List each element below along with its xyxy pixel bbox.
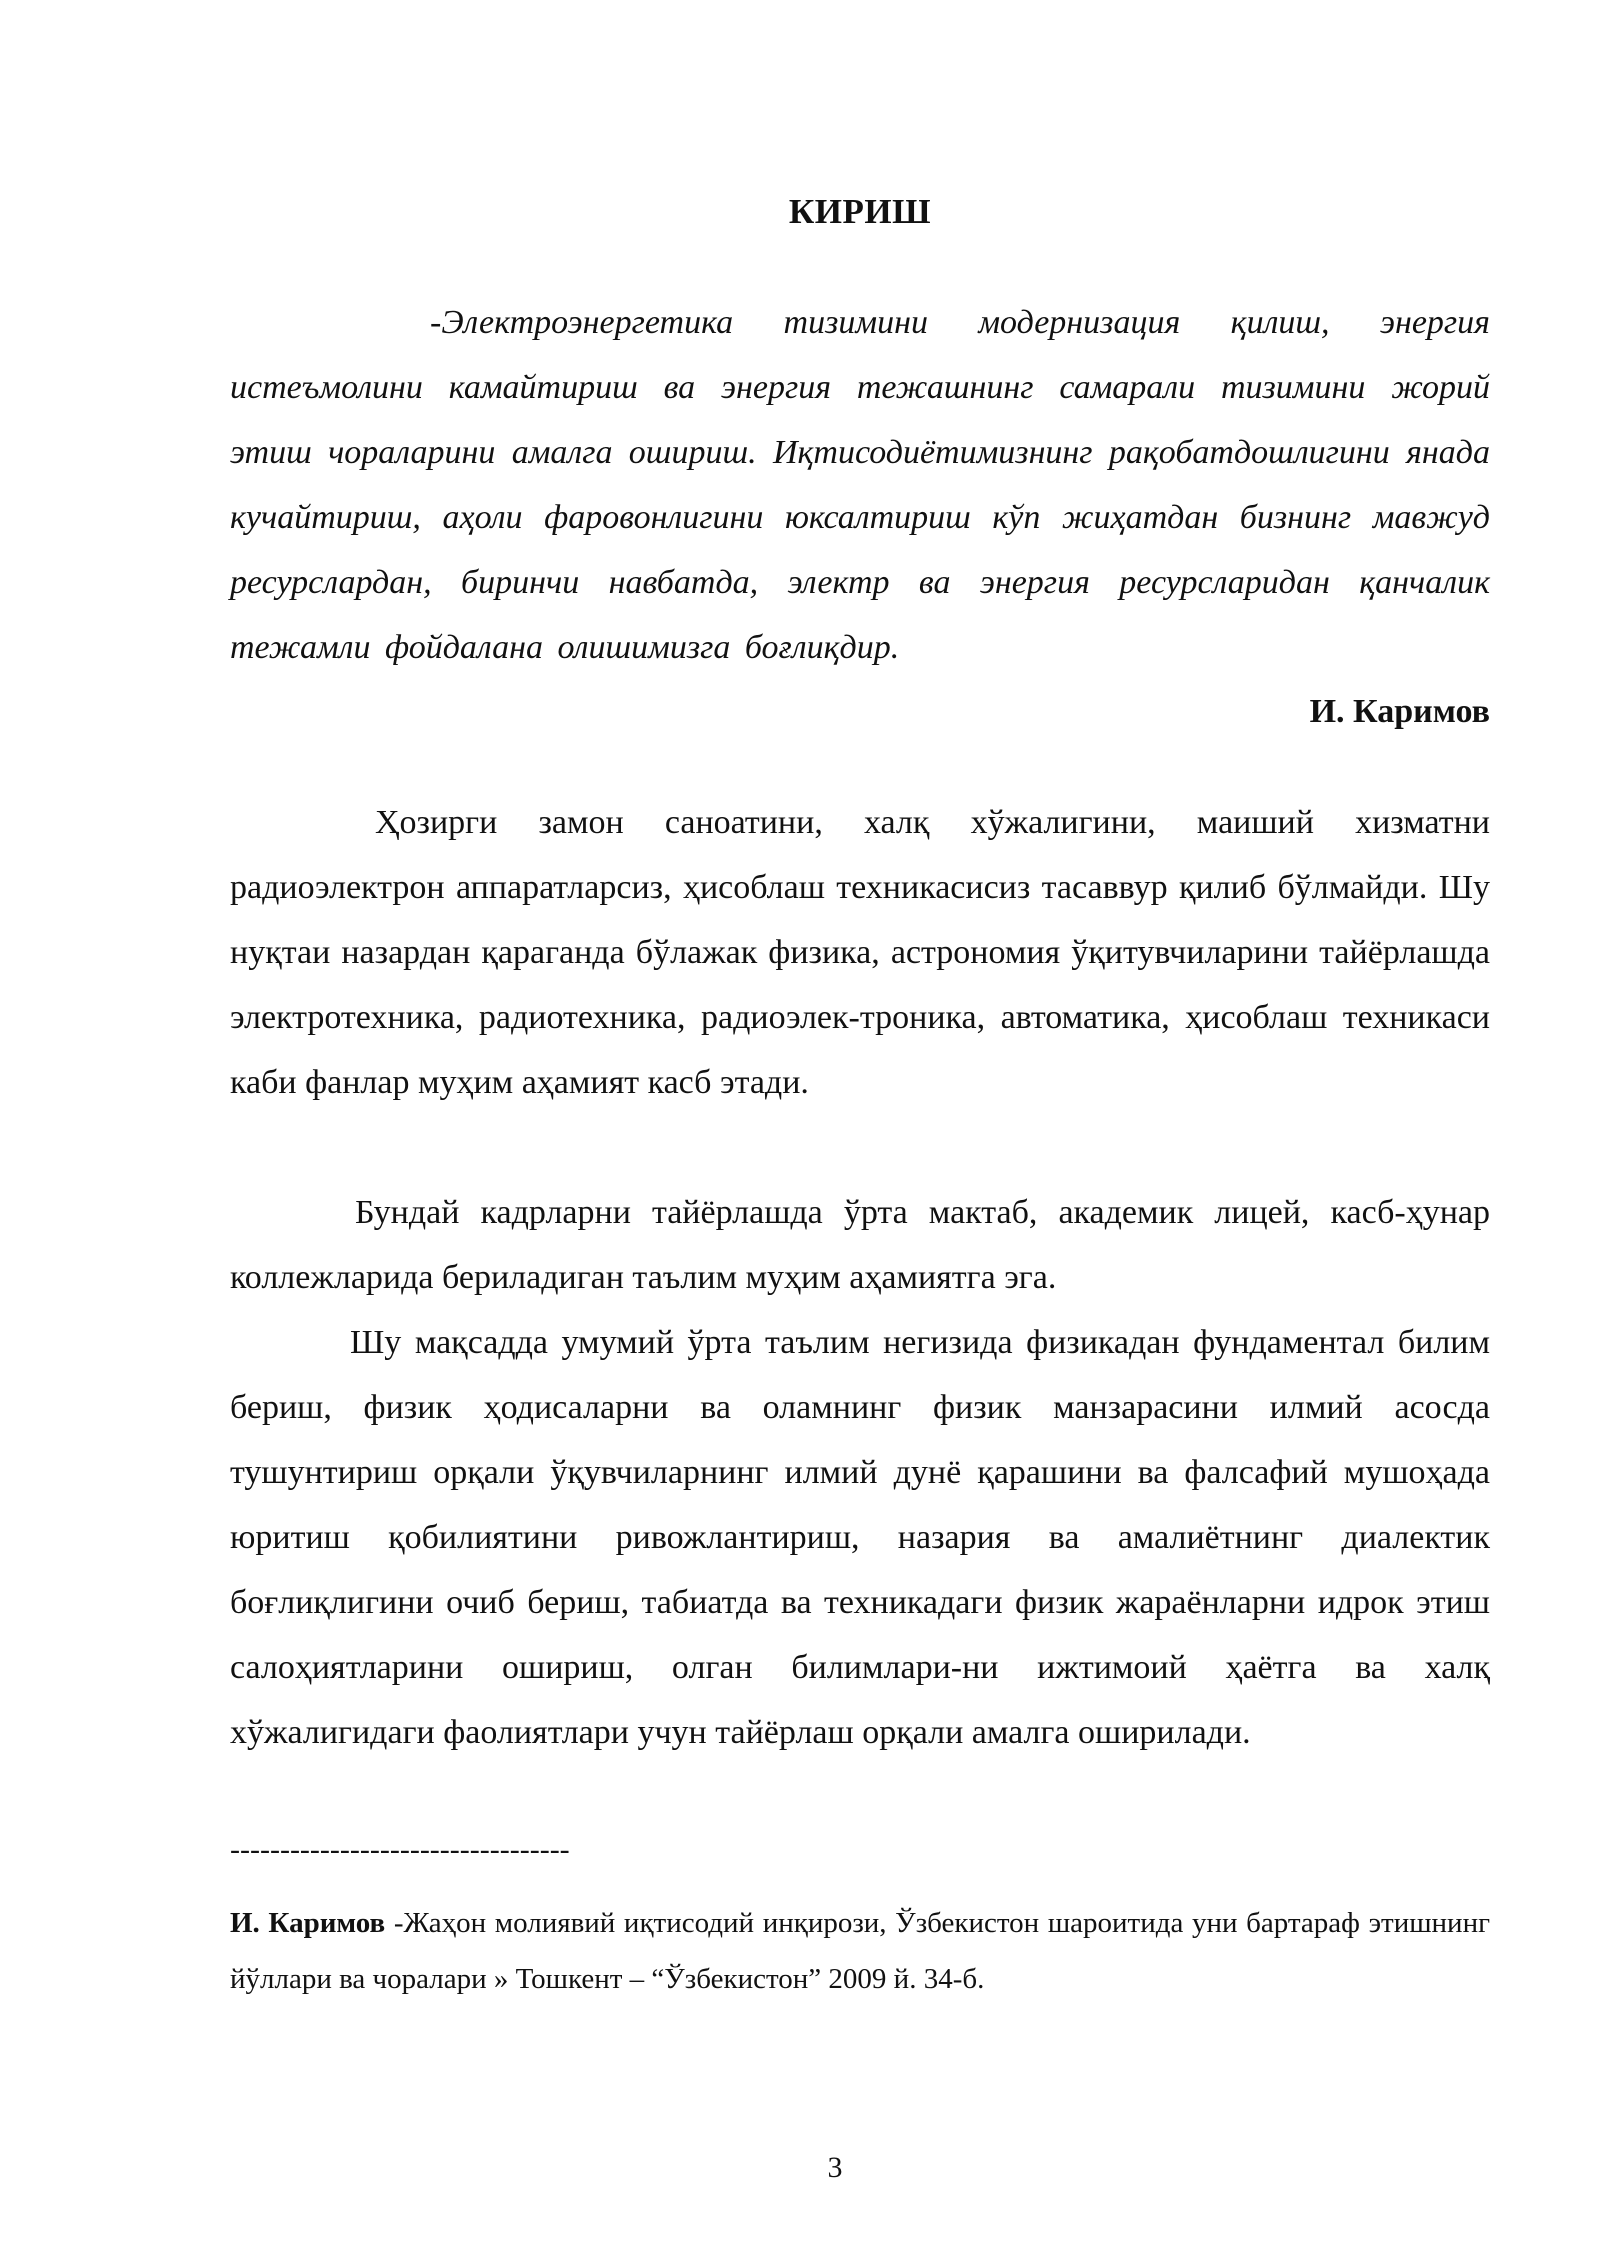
footnote-text: -Жаҳон молиявий иқтисодий инқирози, Ўзбекистон шароитида уни бартараф этишнинг йўллари ва чоралари » Тошкент – “Ўзбекистон” 2009 й. 34-б. — [230, 1907, 1490, 1995]
body-paragraph-3: Шу мақсадда умумий ўрта таълим негизида физикадан фундаментал билим бериш, физик ҳодисаларни ва оламнинг физик манзарасини илмий асосда тушунтириш орқали ўқувчиларнинг илмий дунё қарашини ва фалсафий мушоҳада юритиш қобилиятини ривожлантириш, назария ва амалиётнинг диалектик боғлиқлигини очиб бериш, табиатда ва техникадаги физик жараёнларни идрок этиш салоҳиятларини ошириш, олган билимлари-ни ижтимоий ҳаётга ва халқ хўжалигидаги фаолиятлари учун тайёрлаш орқали амалга оширилади. — [230, 1324, 1490, 1751]
body-paragraph-2: Бундай кадрларни тайёрлашда ўрта мактаб, академик лицей, касб-ҳунар коллежларида бериладиган таълим муҳим аҳамиятга эга. — [230, 1194, 1490, 1296]
page-number: 3 — [827, 2151, 843, 2184]
footnote-separator: ---------------------------------- — [230, 1833, 570, 1866]
footnote-author: И. Каримов — [230, 1907, 386, 1939]
section-heading: КИРИШ — [788, 192, 932, 231]
epigraph-quote: -Электроэнергетика тизимини модернизация қилиш, энергия истеъмолини камайтириш ва энергия тежашнинг самарали тизимини жорий этиш чораларини амалга ошириш. Иқтисодиётимизнинг рақобатдошлигини янада кучайтириш, аҳоли фаровонлигини юксалтириш кўп жиҳатдан бизнинг мавжуд ресурслардан, биринчи навбатда, электр ва энергия ресурсларидан қанчалик тежамли фойдалана олишимизга боғлиқдир. — [230, 304, 1490, 666]
epigraph-attribution: И. Каримов — [1309, 693, 1490, 730]
footnote — [230, 1895, 1490, 2007]
body-paragraph-1: Ҳозирги замон саноатини, халқ хўжалигини, маиший хизматни радиоэлектрон аппаратларсиз, ҳисоблаш техникасисиз тасаввур қилиб бўлмайди. Шу нуқтаи назардан қараганда бўлажак физика, астрономия ўқитувчиларини тайёрлашда электротехника, радиотехника, радиоэлек-троника, автоматика, ҳисоблаш техникаси каби фанлар муҳим аҳамият касб этади. — [230, 804, 1490, 1101]
